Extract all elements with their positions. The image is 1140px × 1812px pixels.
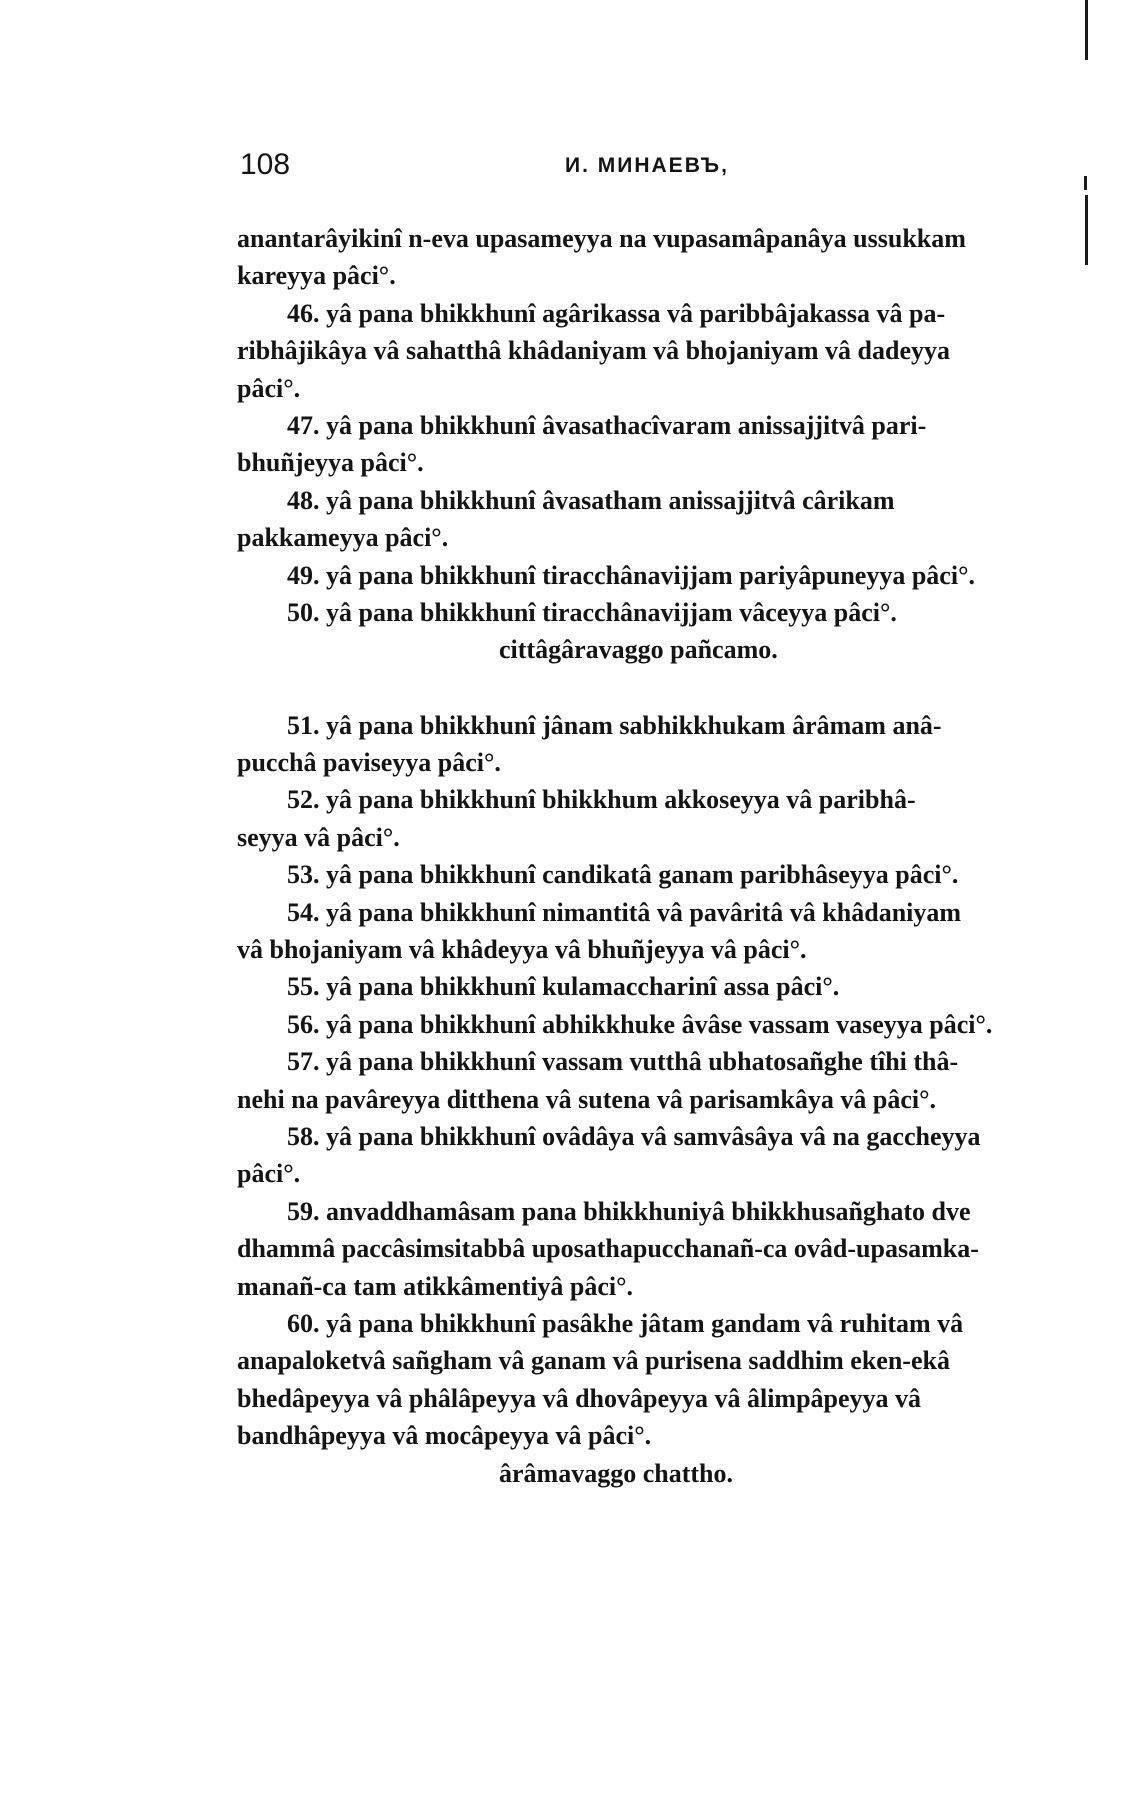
text-line: seyya vâ pâci°. xyxy=(237,822,400,852)
text-line: nehi na pavâreyya ditthena vâ sutena vâ parisamkâya vâ pâci°. xyxy=(237,1084,936,1114)
text-line: 49. yâ pana bhikkhunî tiracchânavijjam pariyâpuneyya pâci°. xyxy=(287,560,975,590)
text-line: 47. yâ pana bhikkhunî âvasathacîvaram anissajjitvâ pari- xyxy=(287,410,927,440)
page-edge-mark xyxy=(1084,176,1087,190)
text-line: 54. yâ pana bhikkhunî nimantitâ vâ pavâritâ vâ khâdaniyam xyxy=(287,897,962,927)
text-line: anapaloketvâ sañgham vâ ganam vâ purisena saddhim eken-ekâ xyxy=(237,1346,950,1376)
text-line: 51. yâ pana bhikkhunî jânam sabhikkhukam ârâmam anâ- xyxy=(287,710,942,740)
text-line: 55. yâ pana bhikkhunî kulamaccharinî assa pâci°. xyxy=(287,972,840,1002)
page-number: 108 xyxy=(240,148,291,181)
text-line: kareyya pâci°. xyxy=(237,261,396,291)
text-line: dhammâ paccâsimsitabbâ uposathapucchanañ-ca ovâd-upasamka- xyxy=(237,1234,979,1264)
text-line: 56. yâ pana bhikkhunî abhikkhuke âvâse vassam vaseyya pâci°. xyxy=(287,1009,993,1039)
text-line: pâci°. xyxy=(237,373,301,403)
text-line: bhuñjeyya pâci°. xyxy=(237,448,424,478)
text-line: 58. yâ pana bhikkhunî ovâdâya vâ samvâsâya vâ na gaccheyya xyxy=(287,1121,981,1151)
text-line: 53. yâ pana bhikkhunî candikatâ ganam paribhâseyya pâci°. xyxy=(287,860,959,890)
text-line: pâci°. xyxy=(237,1159,301,1189)
text-line: 60. yâ pana bhikkhunî pasâkhe jâtam gandam vâ ruhitam vâ xyxy=(287,1308,964,1338)
text-line: 59. anvaddhamâsam pana bhikkhuniyâ bhikkhusañghato dve xyxy=(287,1196,971,1226)
text-line: ribhâjikâya vâ sahatthâ khâdaniyam vâ bhojaniyam vâ dadeyya xyxy=(237,336,950,366)
text-line: 52. yâ pana bhikkhunî bhikkhum akkoseyya vâ paribhâ- xyxy=(287,785,916,815)
body-text xyxy=(237,220,1057,1492)
page-edge-rule xyxy=(1085,0,1088,60)
text-line: bhedâpeyya vâ phâlâpeyya vâ dhovâpeyya vâ âlimpâpeyya vâ xyxy=(237,1383,922,1413)
text-line: 57. yâ pana bhikkhunî vassam vutthâ ubhatosañghe tîhi thâ- xyxy=(287,1047,959,1077)
paragraph-gap xyxy=(237,669,1057,707)
text-line: anantarâyikinî n-eva upasameyya na vupasamâpanâya ussukkam xyxy=(237,224,966,253)
text-line: manañ-ca tam atikkâmentiyâ pâci°. xyxy=(237,1271,634,1301)
page-edge-rule xyxy=(1085,195,1088,265)
text-line: 48. yâ pana bhikkhunî âvasatham anissajjitvâ cârikam xyxy=(287,485,895,515)
text-line: vâ bhojaniyam vâ khâdeyya vâ bhuñjeyya vâ pâci°. xyxy=(237,935,807,965)
text-line: 46. yâ pana bhikkhunî agârikassa vâ paribbâjakassa vâ pa- xyxy=(287,298,946,328)
text-line: bandhâpeyya vâ mocâpeyya vâ pâci°. xyxy=(237,1421,652,1451)
section-title-line: cittâgâravaggo pañcamo. xyxy=(499,635,778,665)
page-header xyxy=(240,148,1080,188)
text-line: 50. yâ pana bhikkhunî tiracchânavijjam vâceyya pâci°. xyxy=(287,597,897,627)
text-line: pakkameyya pâci°. xyxy=(237,523,449,553)
section-title-line: ârâmavaggo chattho. xyxy=(499,1458,733,1488)
text-line: pucchâ paviseyya pâci°. xyxy=(237,748,501,778)
running-head: И. МИНАЕВЪ, xyxy=(565,154,729,177)
